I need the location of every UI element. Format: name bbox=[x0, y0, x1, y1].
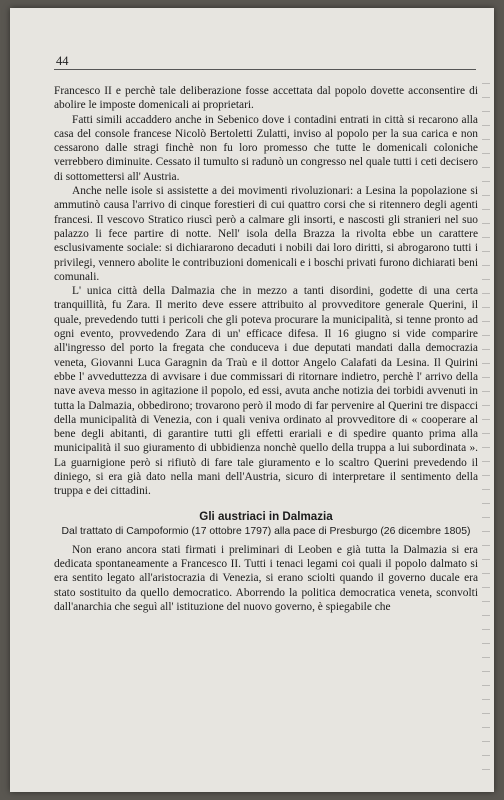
paragraph: Francesco II e perchè tale deliberazione fosse accettata dal popolo dovette acconsentire di abolire le imposte domenicali ai proprietari. bbox=[54, 85, 478, 112]
paragraph: Fatti simili accaddero anche in Sebenico dove i contadini entrati in città si recarono alla casa del console francese Nicolò Bertoletti Zulatti, inviso al popolo per la sua carica e non cessarono dalle stragi finchè non fu loro promesso che tutte le domenicali coloniche verrebbero diminuite. Cessato il tumulto si radunò un congresso nel quale tutti i ceti decisero di sottomettersi all' Austria. bbox=[54, 113, 478, 183]
section-title: Gli austriaci in Dalmazia bbox=[199, 509, 333, 523]
page-body bbox=[54, 84, 478, 614]
book-page bbox=[10, 8, 494, 792]
paragraph: Anche nelle isole si assistette a dei movimenti rivoluzionari: a Lesina la popolazione si ammutinò causa l'arrivo di cinque forestieri di cui quattro corsi che si ritennero degli agenti francesi. Il vescovo Stratico riuscì però a calmare gli insorti, e nascosti gli stranieri nel suo palazzo li fece partire di notte. Nell' isola della Brazza la rivolta ebbe un carattere esclusivamente sociale: si dichiararono decaduti i nobili dai loro diritti, si abrogarono tutti i privilegi, vennero abolite le contribuzioni domenicali e i boschi privati furono dichiarati beni comunali. bbox=[54, 185, 478, 283]
page-edge-shadow bbox=[482, 83, 490, 783]
page-number: 44 bbox=[56, 54, 69, 68]
paragraph: Non erano ancora stati firmati i preliminari di Leoben e già tutta la Dalmazia si era dedicata spontaneamente a Francesco II. Tutti i tenaci legami coi quali il popolo dalmato si era sentito legato all'aristocrazia di Venezia, si erano sciolti quando il governo ducale era stato sostituito da quello democratico. Aborrendo la politica democratica veneta, sconvolti dall'anarchia che seguì all' istituzione del nuovo governo, è spiegabile che bbox=[54, 543, 478, 613]
section-subtitle: Dal trattato di Campoformio (17 ottobre 1797) alla pace di Presburgo (26 dicembre 1805) bbox=[61, 525, 471, 537]
paragraph: L' unica città della Dalmazia che in mezzo a tanti disordini, godette di una certa tranquillità, fu Zara. Il merito deve essere attribuito al provveditore generale Querini, il quale, prevedendo tutti i pericoli che gli poteva procurare la municipalità, si tenne pronto ad ogni evento, provvedendo Zara di un' efficace difesa. Il 16 giugno si vide comparire all'ingresso del porto la fregata che conduceva i due deputati mandati dalla democrazia veneta, Giovanni Luca Garagnin da Traù e il dottor Angelo Calafati da Lesina. Il Quirini ebbe l' avveduttezza di avvisare i due commissari di ritornare indietro, perchè l' arrivo della nave aveva messo in agitazione il popolo, ed essi, avuta anche notizia dei torbidi avvenuti in tutta la Dalmazia, obbedirono; trovarono però il modo di far pervenire al Querini tre dispacci della municipalità di Venezia, con i quali veniva ordinato al provveditore di « cooperare al bene degli abitanti, di garantire tutti gli effetti erariali e di spedire quanto prima alla municipalità il suo giuramento di ubbidienza nonchè quello della truppa a lui subordinata ». La guarnigione però si rifiutò di fare tale giuramento e lo scaltro Querini prevedendo il diniego, si era già dato nella mani dell'Austria, sicuro di interpretare il sentimento della truppa e dei cittadini. bbox=[54, 285, 478, 498]
header-rule bbox=[54, 69, 476, 70]
